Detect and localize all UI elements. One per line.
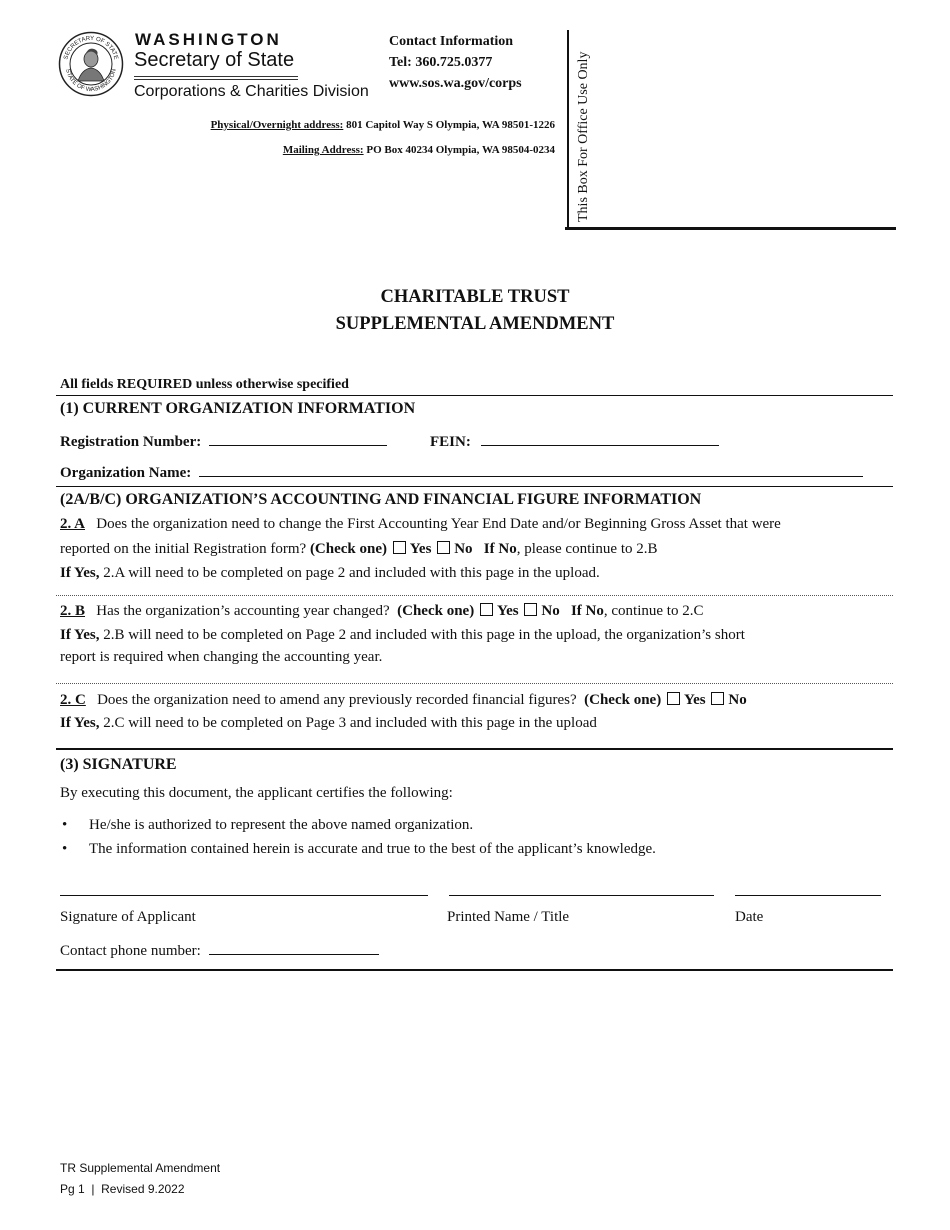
registration-number-row xyxy=(60,431,387,451)
question-2a-line2 xyxy=(60,541,658,558)
question-2b-line1 xyxy=(60,603,703,620)
logo-divider xyxy=(134,79,298,80)
contact-phone-row xyxy=(60,940,379,960)
office-box-border xyxy=(565,227,896,230)
org-name: WASHINGTON xyxy=(135,30,282,49)
bullet-icon: • xyxy=(62,817,68,833)
org-division: Corporations & Charities Division xyxy=(134,83,369,100)
yes-label: Yes xyxy=(496,603,519,619)
2c-no-checkbox[interactable] xyxy=(711,692,724,705)
svg-text:SECRETARY OF STATE: SECRETARY OF STATE xyxy=(63,35,119,61)
question-2a-text: Does the organization need to change the First Accounting Year End Date and/or Beginning Gross Asset that were xyxy=(96,516,781,532)
question-2a-label: 2. A xyxy=(60,516,86,532)
question-2c-line1 xyxy=(60,692,747,709)
organization-name-field[interactable] xyxy=(199,462,863,477)
dotted-divider xyxy=(56,683,893,684)
mailing-address-label: Mailing Address: xyxy=(282,144,364,156)
certification-item: He/she is authorized to represent the above named organization. xyxy=(89,817,474,833)
if-yes-label: If Yes, xyxy=(60,565,100,581)
mailing-address-value: PO Box 40234 Olympia, WA 98504-0234 xyxy=(363,144,555,156)
question-2a-instruction xyxy=(60,565,600,582)
question-2c-instruction xyxy=(60,715,597,732)
office-use-only-label: This Box For Office Use Only xyxy=(576,51,591,222)
contact-phone-label: Contact phone number: xyxy=(60,943,201,959)
section1-heading: (1) CURRENT ORGANIZATION INFORMATION xyxy=(60,400,416,417)
yes-label: Yes xyxy=(409,541,432,557)
section-divider xyxy=(56,486,893,487)
footer-page-info: Pg 1 | Revised 9.2022 xyxy=(60,1182,185,1196)
2a-yes-checkbox[interactable] xyxy=(393,541,406,554)
organization-name-row xyxy=(60,462,863,482)
if-yes-label: If Yes, xyxy=(60,715,100,731)
check-one-label: (Check one) xyxy=(584,692,662,708)
form-subtitle: SUPPLEMENTAL AMENDMENT xyxy=(335,314,615,334)
fein-field[interactable] xyxy=(481,431,719,446)
registration-number-field[interactable] xyxy=(209,431,387,446)
question-2a-line1 xyxy=(60,516,781,533)
if-no-label: If No xyxy=(570,603,604,619)
secretary-of-state-seal-logo xyxy=(58,31,124,97)
org-subtitle: Secretary of State xyxy=(134,49,295,71)
mailing-address xyxy=(283,144,555,156)
physical-address xyxy=(211,119,555,131)
physical-address-label: Physical/Overnight address: xyxy=(210,119,344,131)
yes-label: Yes xyxy=(683,692,706,708)
2b-yes-checkbox[interactable] xyxy=(480,603,493,616)
question-2c-label: 2. C xyxy=(60,692,86,708)
footer-form-name: TR Supplemental Amendment xyxy=(60,1161,221,1175)
section-divider xyxy=(56,748,893,750)
2b-yes-text: 2.B will need to be completed on Page 2 and included with this page in the upload, the organization’s short xyxy=(99,627,745,643)
if-yes-label: If Yes, xyxy=(60,627,100,643)
contact-title: Contact Information xyxy=(389,34,514,49)
fein-row xyxy=(430,431,719,451)
contact-phone: Tel: 360.725.0377 xyxy=(389,55,493,70)
check-one-label: (Check one) xyxy=(309,541,388,557)
no-label: No xyxy=(541,603,560,619)
required-note: All fields REQUIRED unless otherwise specified xyxy=(60,377,349,392)
2a-continue-text: , please continue to 2.B xyxy=(516,541,658,557)
section2-heading: (2A/B/C) ORGANIZATION’S ACCOUNTING AND FINANCIAL FIGURE INFORMATION xyxy=(60,491,702,508)
section-divider xyxy=(56,969,893,971)
2c-yes-text: 2.C will need to be completed on Page 3 and included with this page in the upload xyxy=(99,715,597,731)
contact-phone-field[interactable] xyxy=(209,940,379,955)
printed-name-label: Printed Name / Title xyxy=(447,909,570,925)
fein-label: FEIN: xyxy=(430,434,471,450)
signature-field[interactable] xyxy=(60,895,428,896)
bullet-icon: • xyxy=(62,841,68,857)
section3-heading: (3) SIGNATURE xyxy=(60,756,177,773)
2a-yes-text: 2.A will need to be completed on page 2 and included with this page in the upload. xyxy=(99,565,600,581)
svg-text:STATE OF WASHINGTON: STATE OF WASHINGTON xyxy=(64,68,118,94)
2a-no-checkbox[interactable] xyxy=(437,541,450,554)
question-2b-instruction xyxy=(60,627,745,644)
form-title: CHARITABLE TRUST xyxy=(380,287,570,307)
date-label: Date xyxy=(735,909,764,925)
physical-address-value: 801 Capitol Way S Olympia, WA 98501-1226 xyxy=(343,119,555,131)
signature-label: Signature of Applicant xyxy=(60,909,196,925)
question-2b-text: Has the organization’s accounting year changed? xyxy=(96,603,390,619)
question-2b-label: 2. B xyxy=(60,603,86,619)
section-divider xyxy=(56,395,893,396)
registration-number-label: Registration Number: xyxy=(60,434,202,450)
dotted-divider xyxy=(56,595,893,596)
contact-information xyxy=(389,31,522,94)
no-label: No xyxy=(454,541,473,557)
contact-website[interactable]: www.sos.wa.gov/corps xyxy=(389,76,522,91)
office-box-border xyxy=(567,30,569,228)
date-field[interactable] xyxy=(735,895,881,896)
printed-name-field[interactable] xyxy=(449,895,714,896)
logo-divider xyxy=(134,76,298,77)
organization-name-label: Organization Name: xyxy=(60,465,192,481)
2c-yes-checkbox[interactable] xyxy=(667,692,680,705)
no-label: No xyxy=(728,692,747,708)
certification-item: The information contained herein is accurate and true to the best of the applicant’s knowledge. xyxy=(89,841,656,857)
2b-no-checkbox[interactable] xyxy=(524,603,537,616)
certification-intro: By executing this document, the applicant certifies the following: xyxy=(60,785,453,801)
check-one-label: (Check one) xyxy=(397,603,475,619)
question-2a-text: reported on the initial Registration form? xyxy=(60,541,307,557)
2b-continue-text: , continue to 2.C xyxy=(603,603,704,619)
question-2c-text: Does the organization need to amend any previously recorded financial figures? xyxy=(97,692,577,708)
question-2b-instruction-cont: report is required when changing the accounting year. xyxy=(60,649,383,665)
if-no-label: If No xyxy=(483,541,517,557)
